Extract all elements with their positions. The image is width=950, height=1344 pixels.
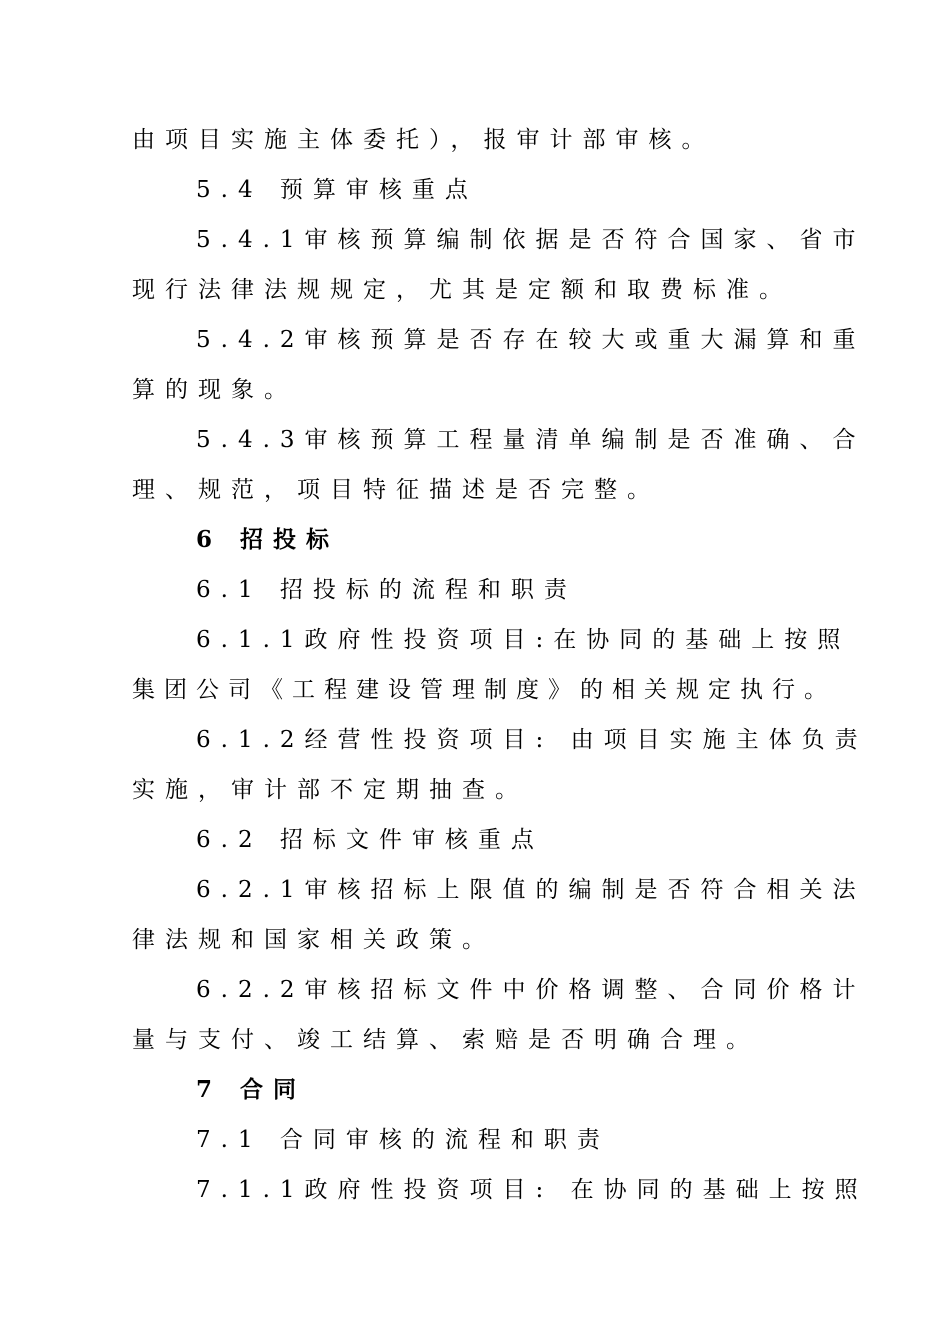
- clause-6-2-1: 6.2.1审核招标上限值的编制是否符合相关法: [196, 877, 866, 903]
- section-heading-6-1: 6.1 招投标的流程和职责: [196, 577, 577, 603]
- clause-6-1-2: 6.1.2经营性投资项目: 由项目实施主体负责: [196, 727, 868, 753]
- chapter-heading-6: 6 招投标: [196, 526, 340, 553]
- clause-6-1-1: 6.1.1政府性投资项目:在协同的基础上按照: [196, 627, 851, 653]
- clause-5-4-1-continuation: 现行法律法规规定，尤其是定额和取费标准。: [132, 277, 792, 303]
- section-heading-7-1: 7.1 合同审核的流程和职责: [196, 1127, 610, 1153]
- paragraph-continuation: 由项目实施主体委托），报审计部审核。: [132, 127, 715, 153]
- clause-6-2-2: 6.2.2审核招标文件中价格调整、合同价格计: [196, 977, 866, 1003]
- clause-7-1-1: 7.1.1政府性投资项目: 在协同的基础上按照: [196, 1177, 868, 1203]
- clause-5-4-3: 5.4.3审核预算工程量清单编制是否准确、合: [196, 427, 866, 453]
- clause-5-4-1: 5.4.1审核预算编制依据是否符合国家、省市: [196, 227, 866, 253]
- section-heading-5-4: 5.4 预算审核重点: [196, 177, 478, 203]
- clause-5-4-2-continuation: 算的现象。: [132, 377, 297, 403]
- clause-6-1-1-continuation: 集团公司《工程建设管理制度》的相关规定执行。: [132, 677, 836, 703]
- section-heading-6-2: 6.2 招标文件审核重点: [196, 827, 544, 853]
- clause-6-2-1-continuation: 律法规和国家相关政策。: [132, 927, 495, 953]
- clause-6-2-2-continuation: 量与支付、竣工结算、索赔是否明确合理。: [132, 1027, 759, 1053]
- chapter-heading-7: 7 合同: [196, 1076, 307, 1103]
- clause-6-1-2-continuation: 实施，审计部不定期抽查。: [132, 777, 528, 803]
- clause-5-4-3-continuation: 理、规范，项目特征描述是否完整。: [132, 477, 660, 503]
- clause-5-4-2: 5.4.2审核预算是否存在较大或重大漏算和重: [196, 327, 866, 353]
